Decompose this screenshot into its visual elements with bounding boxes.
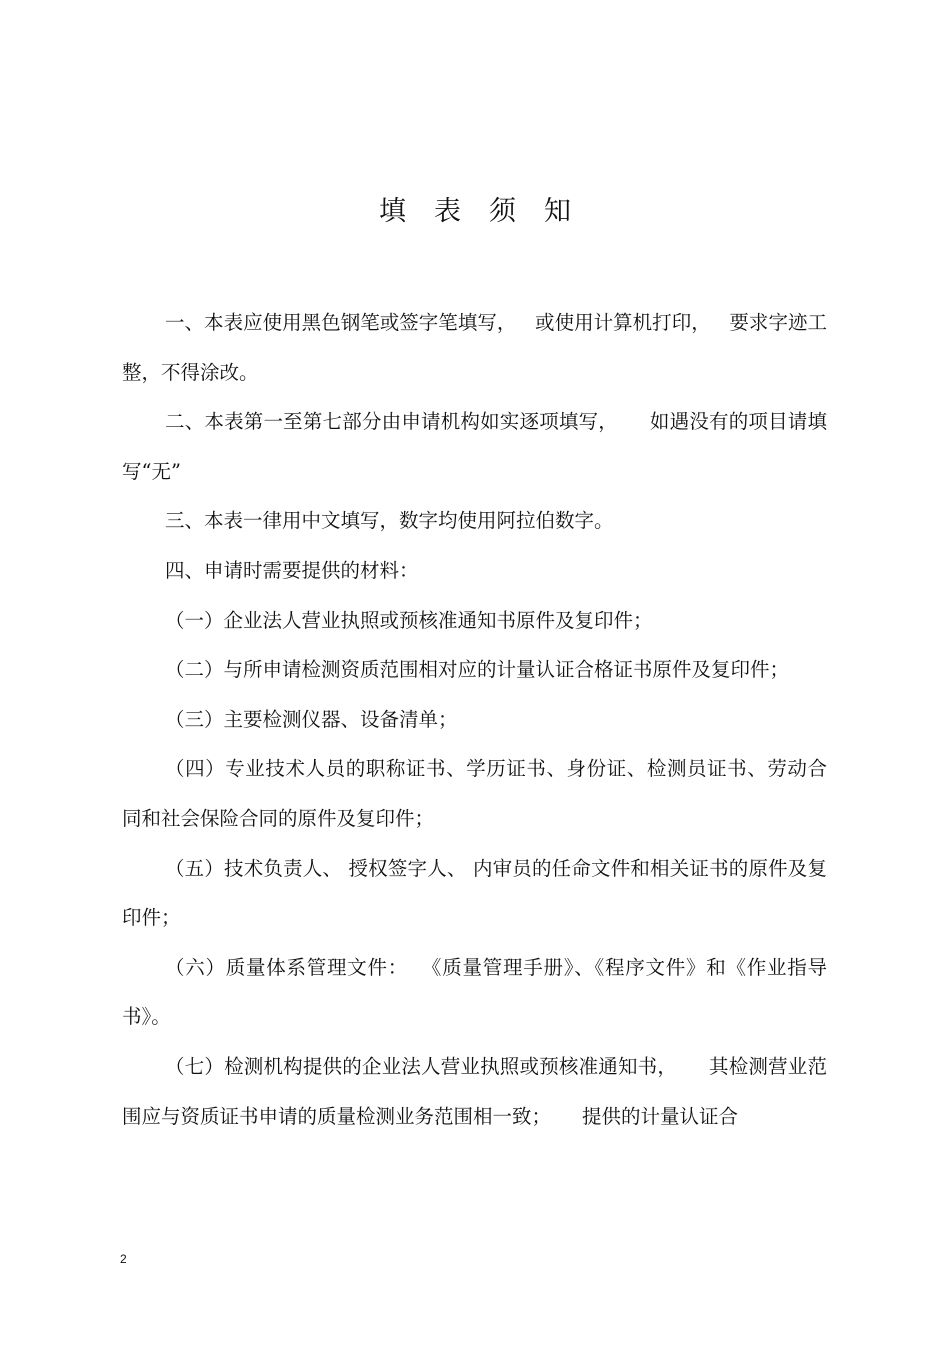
page-number: 2 xyxy=(120,1252,127,1266)
instruction-paragraph-4: 四、申请时需要提供的材料： xyxy=(165,558,419,582)
material-item-5: （五）技术负责人、 授权签字人、 内审员的任命文件和相关证书的原件及复印件； xyxy=(122,856,827,930)
material-item-7: （七）检测机构提供的企业法人营业执照或预核准通知书， 其检测营业范围应与资质证书申请的质量检测业务范围相一致； 提供的计量认证合 xyxy=(122,1054,827,1128)
instructions-body xyxy=(122,298,827,1141)
material-item-1: （一）企业法人营业执照或预核准通知书原件及复印件； xyxy=(165,608,653,632)
material-item-2: （二）与所申请检测资质范围相对应的计量认证合格证书原件及复印件； xyxy=(165,658,790,682)
material-item-4: （四）专业技术人员的职称证书、学历证书、身份证、检测员证书、劳动合同和社会保险合同的原件及复印件； xyxy=(122,757,827,830)
page-title: 填表须知 xyxy=(379,196,599,227)
instruction-paragraph-3: 三、本表一律用中文填写，数字均使用阿拉伯数字。 xyxy=(165,509,614,533)
material-item-3: （三）主要检测仪器、设备清单； xyxy=(165,707,458,731)
instruction-paragraph-1: 一、本表应使用黑色钢笔或签字笔填写， 或使用计算机打印， 要求字迹工整，不得涂改。 xyxy=(122,311,827,384)
instruction-paragraph-2: 二、本表第一至第七部分由申请机构如实逐项填写， 如遇没有的项目请填写“无” xyxy=(122,410,827,483)
material-item-6: （六）质量体系管理文件： 《质量管理手册》、《程序文件》和《作业指导书》。 xyxy=(122,955,827,1029)
